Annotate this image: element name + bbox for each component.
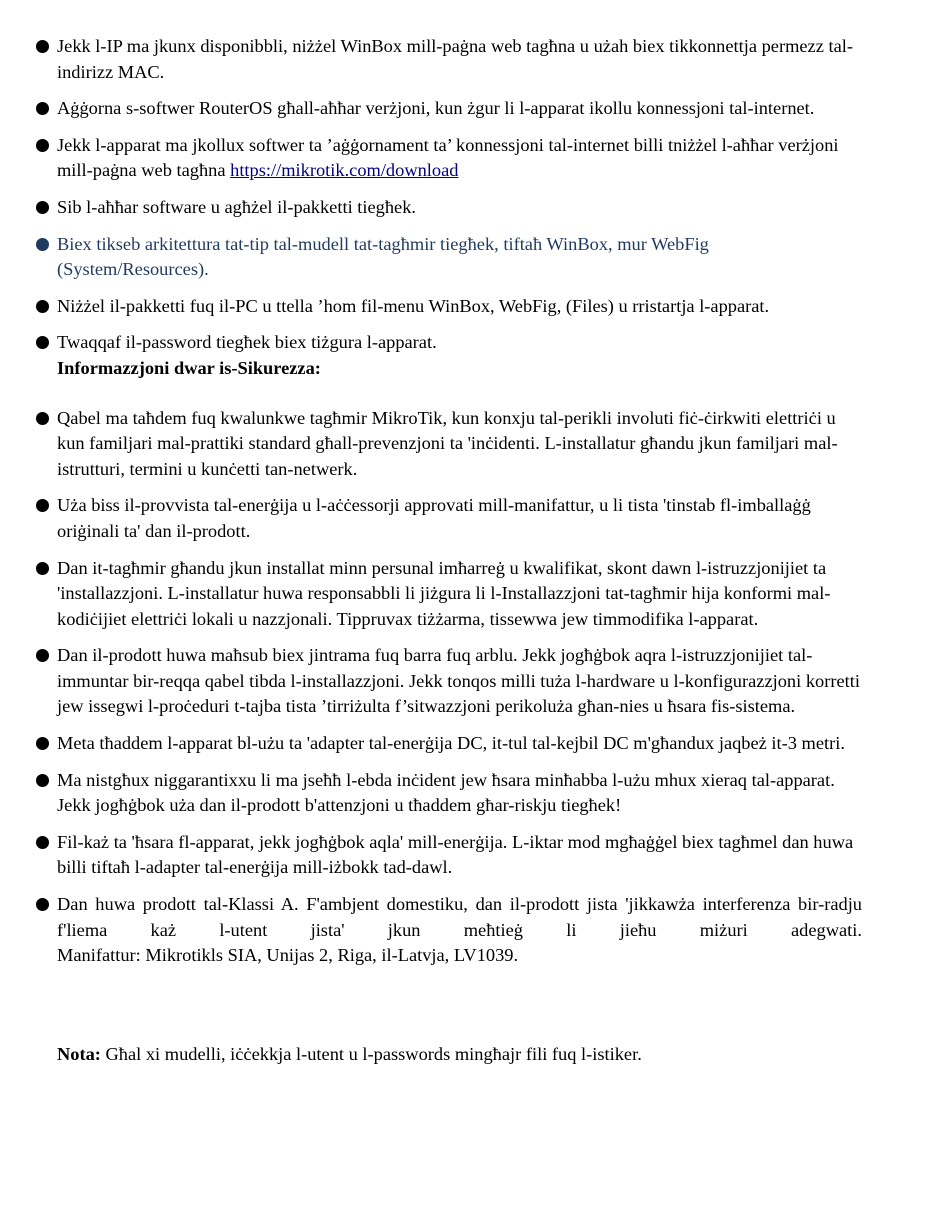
list-item-text: Dan it-tagħmir għandu jkun installat minn persunal imħarreġ u kwalifikat, skont dawn l-istruzzjonijiet ta 'installazzjoni. L-installatur huwa responsabbli li jiżgura li l-Installazzjoni tat-tagħmir hija konformi mal-kodiċijiet elettriċi lokali u nazzjonali. Tippruvax tiżżarma, tissewwa jew timmodifika l-apparat. [57,557,831,629]
list-item [36,892,862,969]
list-item [36,731,862,757]
list-item [36,643,862,720]
list-item-text: Jekk l-IP ma jkunx disponibbli, niżżel WinBox mill-paġna web tagħna u użah biex tikkonnettja permezz tal-indirizz MAC. [57,36,853,82]
list-item-text: Biex tikseb arkitettura tat-tip tal-mudell tat-tagħmir tiegħek, tiftaħ WinBox, mur WebFig (System/Resources). [57,233,709,280]
list-item-text: Niżżel il-pakketti fuq il-PC u ttella ’hom fil-menu WinBox, WebFig, (Files) u rristartja l-apparat. [57,295,770,316]
bullet-icon [36,737,49,750]
list-item-text: Meta tħaddem l-apparat bl-użu ta 'adapter tal-enerġija DC, it-tul tal-kejbil DC m'għandux jaqbeż it-3 metri. [57,733,845,754]
list-item [36,768,862,819]
list-item [36,34,862,85]
list-item [36,96,862,122]
bullet-icon [36,300,49,313]
download-link[interactable]: https://mikrotik.com/download [230,160,459,181]
list-item [36,330,862,381]
safety-heading: Informazzjoni dwar is-Sikurezza: [57,357,321,378]
bullet-icon [36,40,49,53]
list-item-text: Jekk l-apparat ma jkollux softwer ta ’aġġornament ta’ konnessjoni tal-internet billi tniżżel l-aħħar verżjoni mill-paġna web tagħna [57,134,839,181]
list-item [36,556,862,633]
bullet-icon [36,139,49,152]
list-item-text: Twaqqaf il-password tiegħek biex tiżgura l-apparat. [57,332,437,353]
bullet-icon [36,336,49,349]
list-item-text: Aġġorna s-softwer RouterOS għall-aħħar verżjoni, kun żgur li l-apparat ikollu konnessjoni tal-internet. [57,98,815,119]
note-paragraph [57,1042,642,1068]
bullet-icon [36,774,49,787]
list-item [36,195,862,221]
instruction-list [36,34,862,969]
list-item-text: Ma nistgħux niggarantixxu li ma jseħħ l-ebda inċident jew ħsara minħabba l-użu mhux xieraq tal-apparat. Jekk jogħġbok uża dan il-prodott b'attenzjoni u tħaddem għar-riskju tiegħek! [57,769,835,816]
list-item [36,493,862,544]
bullet-icon [36,238,49,251]
list-item-text: Dan huwa prodott tal-Klassi A. F'ambjent domestiku, dan il-prodott jista 'jikkawża interferenza bir-radju f'liema każ l-utent jista' jkun meħtieġ li jieħu miżuri adegwati. [57,894,862,940]
list-item-text: Fil-każ ta 'ħsara fl-apparat, jekk jogħġbok aqla' mill-enerġija. L-iktar mod mgħaġġel biex tagħmel dan huwa billi tiftaħ l-adapter tal-enerġija mill-iżbokk tad-dawl. [57,831,854,878]
list-item [36,294,862,320]
list-item [36,133,862,184]
bullet-icon [36,898,49,911]
list-item [36,830,862,881]
list-item-text: Dan il-prodott huwa maħsub biex jintrama fuq barra fuq arblu. Jekk jogħġbok aqra l-istruzzjonijiet tal-immuntar bir-reqqa qabel tibda l-installazzjoni. Jekk tonqos milli tuża l-hardware u l-konfigurazzjoni korretti jew issegwi l-proċeduri t-tajba tista ’tirriżulta f’sitwazzjoni perikoluża għan-nies u ħsara fis-sistema. [57,645,860,717]
list-item-text: Sib l-aħħar software u agħżel il-pakketti tiegħek. [57,196,417,217]
bullet-icon [36,102,49,115]
bullet-icon [36,412,49,425]
manufacturer-info: Manifattur: Mikrotikls SIA, Unijas 2, Riga, il-Latvja, LV1039. [57,945,519,966]
list-item-text: Uża biss il-provvista tal-enerġija u l-aċċessorji approvati mill-manifattur, u li tista 'tinstab fl-imballaġġ oriġinali ta' dan il-prodott. [57,495,811,541]
bullet-icon [36,562,49,575]
list-item [36,406,862,483]
bullet-icon [36,201,49,214]
bullet-icon [36,836,49,849]
note-label: Nota: [57,1044,101,1064]
list-item-text: Qabel ma taħdem fuq kwalunkwe tagħmir MikroTik, kun konxju tal-perikli involuti fiċ-ċirkwiti elettriċi u kun familjari mal-prattiki standard għall-prevenzjoni ta 'inċidenti. L-installatur għandu jkun familjari mal-istrutturi, termini u kunċetti tan-netwerk. [57,407,838,479]
list-item [36,232,862,283]
bullet-icon [36,649,49,662]
note-text: Għal xi mudelli, iċċekkja l-utent u l-passwords mingħajr fili fuq l-istiker. [100,1044,642,1064]
bullet-icon [36,499,49,512]
